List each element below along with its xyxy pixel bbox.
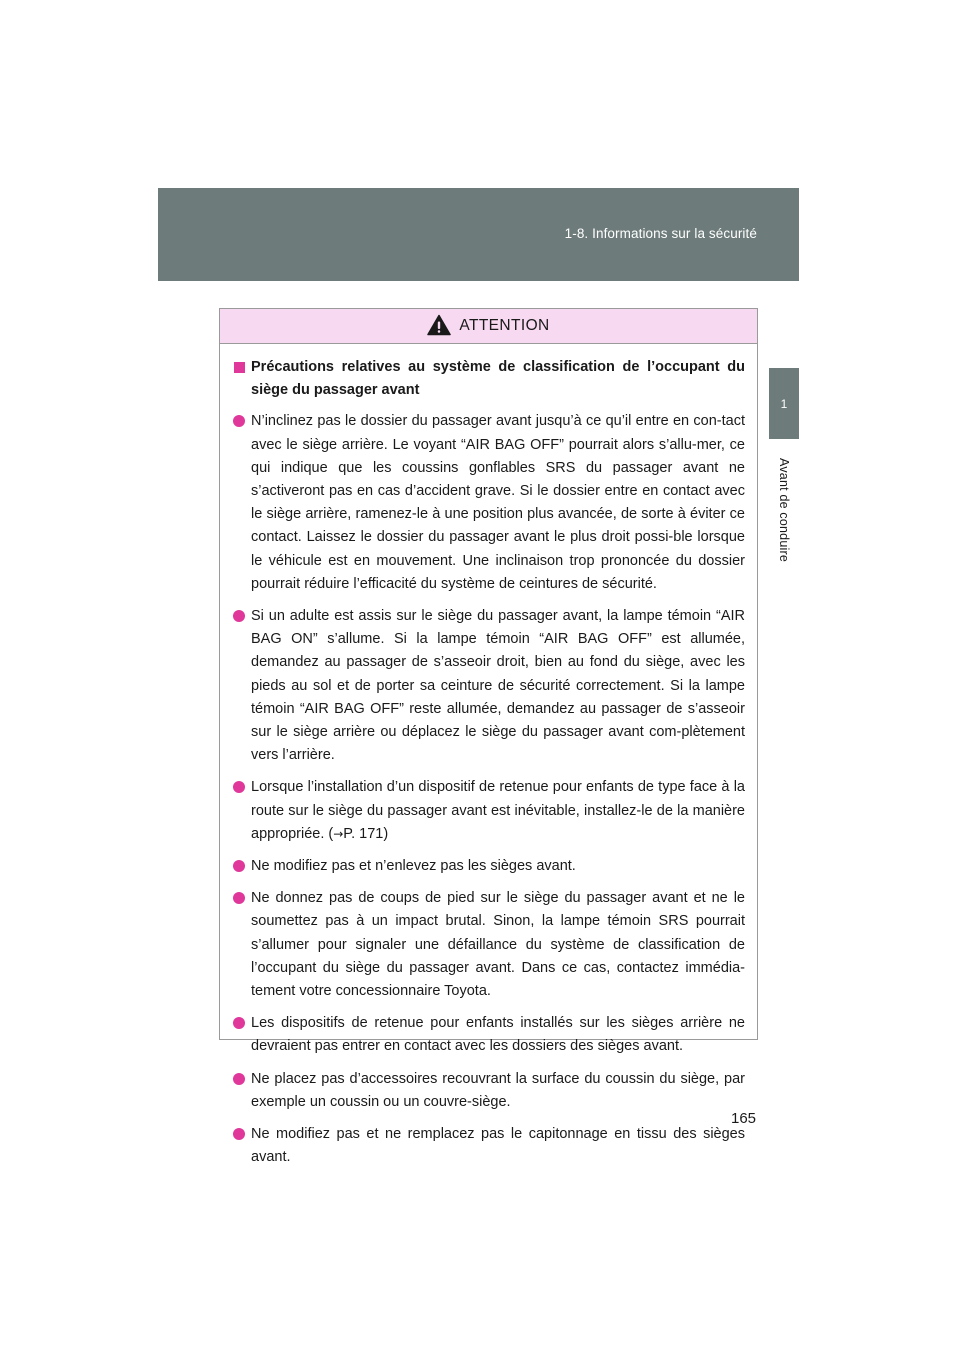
- warning-heading-text: Précautions relatives au système de classification de l’occupant du siège du passager avant: [251, 359, 745, 399]
- section-title: 1-8. Informations sur la sécurité: [564, 226, 757, 241]
- warning-body: [220, 344, 757, 1170]
- page-number: 165: [731, 1110, 757, 1127]
- list-item-text: Ne placez pas d’accessoires recouvrant la surface du coussin du siège, par exemple un coussin ou un couvre-siège.: [251, 1070, 745, 1110]
- list-item-text: Ne modifiez pas et ne remplacez pas le capitonnage en tissu des sièges avant.: [251, 1126, 745, 1166]
- list-item: [232, 776, 745, 846]
- bullet-icon: [233, 860, 245, 872]
- bullet-icon: [233, 892, 245, 904]
- list-item: [232, 1123, 745, 1169]
- bullet-icon: [233, 1073, 245, 1085]
- warning-heading: [232, 356, 745, 402]
- warning-title: ATTENTION: [459, 317, 550, 334]
- list-item-text: Les dispositifs de retenue pour enfants installés sur les sièges arrière ne devraient pas entrer en contact avec les dossiers des sièges avant.: [251, 1015, 745, 1055]
- list-item: [232, 605, 745, 767]
- arrow-right-icon: →: [333, 826, 344, 841]
- warning-triangle-icon: [427, 314, 451, 336]
- list-item: [232, 1012, 745, 1058]
- list-item: [232, 1068, 745, 1114]
- square-bullet-icon: [234, 362, 245, 373]
- chapter-number: 1: [780, 396, 788, 411]
- list-item: [232, 855, 745, 878]
- list-item-text: Lorsque l’installation d’un dispositif de retenue pour enfants de type face à la route sur le siège du passager avant est inévitable, installez-le de la manière appropriée. (: [251, 779, 745, 842]
- header-band: [158, 188, 799, 281]
- page-reference-link[interactable]: P. 171): [343, 825, 389, 842]
- list-item-text: Si un adulte est assis sur le siège du passager avant, la lampe témoin “AIR BAG ON” s’allume. Si la lampe témoin “AIR BAG OFF” est allumée, demandez au passager de s’asseoir droit, bien au fond du siège, avec les pieds au sol et de porter sa ceinture de sécurité correctement. Si la lampe témoin “AIR BAG OFF” reste allumée, demandez au passager de s’asseoir sur le siège arrière ou déplacez le siège du passager avant com-plètement vers l’arrière.: [251, 608, 745, 764]
- bullet-icon: [233, 415, 245, 427]
- list-item-text: N’inclinez pas le dossier du passager avant jusqu’à ce qu’il entre en con-tact avec le siège arrière. Le voyant “AIR BAG OFF” pourrait alors s’allu-mer, ce qui indique que les coussins gonflables SRS du passager avant ne s’activeront pas en cas d’accident grave. Si le dossier entre en contact avec le siège arrière, ramenez-le à une position plus avancée, de sorte à éviter ce contact. Laissez le dossier du passager avant le plus droit possi-ble lorsque le véhicule est en mouvement. Une inclinaison trop prononcée du dossier pourrait réduire l’efficacité du système de ceintures de sécurité.: [251, 413, 745, 592]
- list-item: [232, 410, 745, 596]
- list-item-text: Ne modifiez pas et n’enlevez pas les sièges avant.: [251, 858, 576, 875]
- chapter-label-text: Avant de conduire: [777, 458, 791, 562]
- list-item: [232, 887, 745, 1003]
- list-item-text: Ne donnez pas de coups de pied sur le siège du passager avant et ne le soumettez pas à un impact brutal. Sinon, la lampe témoin SRS pourrait s’allumer pour signaler une défaillance du système de classification de l’occupant du siège du passager avant. Dans ce cas, contactez immédia-tement votre concessionnaire Toyota.: [251, 890, 745, 1000]
- bullet-icon: [233, 1128, 245, 1140]
- warning-header: [220, 309, 757, 344]
- chapter-tab[interactable]: [769, 368, 799, 439]
- bullet-icon: [233, 781, 245, 793]
- bullet-icon: [233, 610, 245, 622]
- bullet-icon: [233, 1017, 245, 1029]
